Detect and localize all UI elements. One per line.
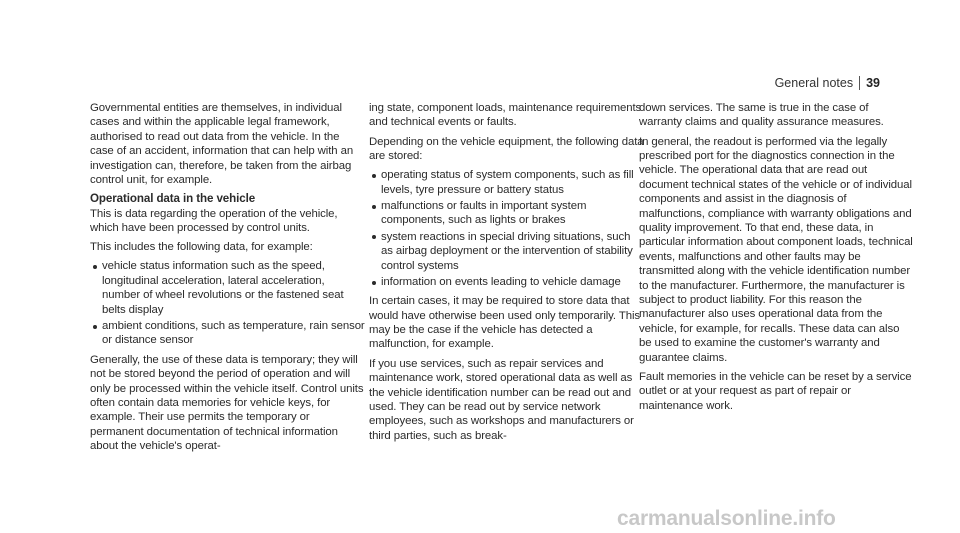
list-item: malfunctions or faults in important system components, such as lights or brakes (369, 199, 644, 228)
paragraph: In certain cases, it may be required to store data that would have otherwise been used only temporarily. This may be the case if the vehicle has detected a malfunction, for example. (369, 295, 640, 351)
paragraph: Depending on the vehicle equipment, the following data are stored: (369, 135, 644, 163)
paragraph: Generally, the use of these data is temporary; they will not be stored beyond the period of operation and will only be processed within the vehicle itself. Control units often contain data memories for vehicle keys, for example. Their use permits the temporary or permanent documentation of technical information about the vehicle's operat- (90, 353, 364, 453)
header-divider (859, 76, 860, 90)
paragraph: If you use services, such as repair services and maintenance work, stored operational data as well as the vehicle identification number can be read out and used. They can be read out by service network employees, such as workshops and manufacturers or third parties, such as break- (369, 357, 634, 442)
paragraph: ing state, component loads, maintenance requirements and technical events or faults. (369, 102, 642, 129)
watermark: carmanualsonline.info (617, 507, 836, 530)
text-column-1 (90, 101, 365, 458)
section-title: General notes (774, 76, 854, 90)
page-number: 39 (866, 76, 880, 90)
paragraph: This includes the following data, for example: (90, 241, 313, 254)
list-item: operating status of system components, such as fill levels, tyre pressure or battery status (369, 168, 644, 197)
text-column-3 (639, 101, 914, 418)
list-item: system reactions in special driving situations, such as airbag deployment or the intervention of stability control systems (369, 230, 644, 273)
paragraph: In general, the readout is performed via the legally prescribed port for the diagnostics connection in the vehicle. The operational data that are read out document technical states of the vehicle or of individual components and assist in the diagnosis of malfunctions, compliance with warranty obligations and quality improvement. To that end, these data, in particular information about component loads, technical events, malfunctions and other faults may be transmitted along with the vehicle identification number to the manufacturer. Furthermore, the manufacturer is subject to product liability. For this reason the manufacturer also uses operational data from the vehicle, for example, for recalls. These data can also be used to examine the customer's warranty and guarantee claims. (639, 135, 913, 364)
paragraph: Governmental entities are themselves, in individual cases and within the applicable legal framework, authorised to read out data from the vehicle. In the case of an accident, information that can help with an investigation can, therefore, be taken from the airbag control unit, for example. (90, 102, 354, 187)
list-item: information on events leading to vehicle damage (369, 275, 644, 289)
paragraph: down services. The same is true in the case of warranty claims and quality assurance measures. (639, 102, 884, 129)
bullet-list (369, 168, 644, 289)
list-item: ambient conditions, such as temperature, rain sensor or distance sensor (90, 319, 365, 348)
list-item: vehicle status information such as the speed, longitudinal acceleration, lateral acceleration, number of wheel revolutions or the fastened seat belts display (90, 259, 365, 317)
paragraph: Fault memories in the vehicle can be reset by a service outlet or at your request as part of repair or maintenance work. (639, 370, 912, 412)
page-header (775, 76, 880, 90)
section-heading: Operational data in the vehicle (90, 192, 256, 206)
text-column-2 (369, 101, 644, 448)
bullet-list (90, 259, 365, 347)
paragraph: This is data regarding the operation of the vehicle, which have been processed by control units. (90, 207, 338, 235)
